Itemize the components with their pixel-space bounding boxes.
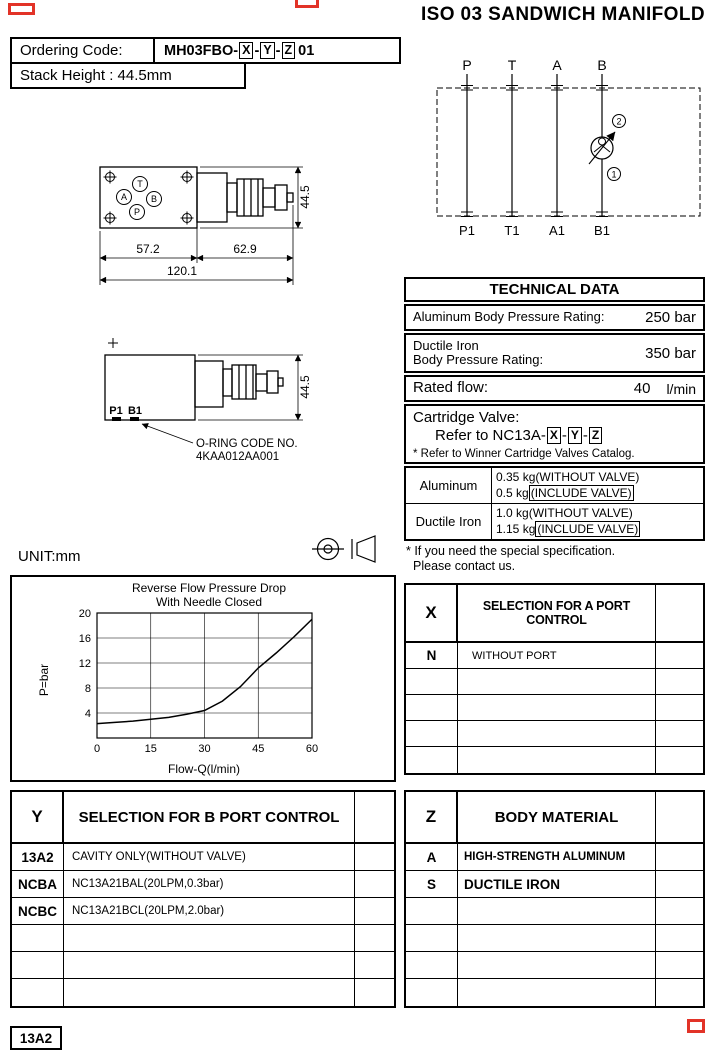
table-row — [406, 721, 703, 747]
chart-ylabel: P=bar — [37, 663, 51, 697]
weight-include-valve — [496, 521, 699, 537]
spare-column — [655, 669, 703, 694]
selection-a-table — [404, 583, 705, 775]
ductile-pressure-label-line2: Body Pressure Rating: — [413, 352, 544, 367]
selection-b-table — [10, 790, 396, 1008]
row-code: 13A2 — [12, 844, 64, 870]
spare-column — [655, 695, 703, 720]
next-page-bleed: 13A2 — [10, 1026, 62, 1050]
port-label-a: A — [552, 57, 562, 73]
selection-a-key: X — [406, 585, 458, 641]
table-row — [12, 925, 394, 952]
code-dash: - — [254, 42, 260, 59]
port-label-t: T — [507, 57, 517, 73]
row-desc — [458, 952, 655, 978]
table-row — [406, 925, 703, 952]
rated-flow-unit: l/min — [666, 380, 696, 397]
cartridge-valve-reference — [413, 427, 696, 444]
x-tick-label: 30 — [198, 743, 211, 755]
weight-value: 1.0 kg — [496, 506, 529, 520]
code-x: X — [239, 42, 253, 59]
top-view-port-letters — [121, 179, 157, 217]
row-desc: HIGH-STRENGTH ALUMINUM — [464, 851, 626, 863]
valve-port-1-marker: 1 — [611, 169, 617, 180]
spare-column — [655, 721, 703, 746]
spare-column — [655, 925, 703, 951]
row-code: NCBA — [12, 871, 64, 897]
x-tick-label: 15 — [144, 743, 157, 755]
selection-b-title: SELECTION FOR B PORT CONTROL — [78, 808, 340, 826]
row-desc: DUCTILE IRON — [464, 876, 560, 892]
y-tick-label: 12 — [78, 658, 91, 670]
manifold-boundary — [437, 88, 700, 216]
weight-note: (WITHOUT VALVE) — [535, 470, 640, 484]
row-code: A — [406, 844, 458, 870]
row-desc — [458, 747, 655, 773]
spare-column — [655, 898, 703, 924]
body-material-table — [404, 790, 705, 1008]
spare-column — [655, 643, 703, 668]
technical-data-title: TECHNICAL DATA — [404, 277, 705, 302]
front-port-p1: P1 — [109, 405, 123, 417]
chart-xlabel: Flow-Q(l/min) — [168, 762, 240, 776]
dim-44-5-top: 44.5 — [298, 185, 312, 209]
row-desc: NC13A21BAL(20LPM,0.3bar) — [72, 878, 224, 890]
special-spec-note — [404, 544, 705, 574]
table-row — [12, 979, 394, 1006]
port-circle-a: A — [120, 192, 128, 202]
top-view-dimension-lines — [100, 167, 303, 285]
table-row — [406, 695, 703, 721]
cartridge-dash: - — [582, 427, 588, 444]
weight-value: 0.35 kg — [496, 470, 536, 484]
row-desc: WITHOUT PORT — [472, 649, 557, 662]
row-code — [406, 952, 458, 978]
row-desc — [64, 952, 354, 978]
table-header — [406, 585, 703, 643]
row-code: N — [406, 643, 458, 668]
spare-column — [655, 871, 703, 897]
stack-height-label: Stack Height : 44.5mm — [20, 67, 172, 84]
row-desc — [64, 979, 354, 1006]
ductile-pressure-row — [404, 333, 705, 373]
body-material-title: BODY MATERIAL — [494, 808, 619, 826]
spare-column — [655, 952, 703, 978]
stack-height-box — [10, 62, 246, 89]
x-tick-label: 45 — [252, 743, 265, 755]
weight-note: (INCLUDE VALVE) — [530, 486, 632, 500]
aluminum-pressure-row — [404, 304, 705, 331]
oring-code-line1: O-RING CODE NO. — [196, 438, 298, 450]
port-label-b1: B1 — [594, 223, 610, 238]
row-code: S — [406, 871, 458, 897]
spare-column — [354, 844, 394, 870]
spare-column — [655, 792, 703, 842]
row-desc — [64, 925, 354, 951]
aluminum-pressure-label: Aluminum Body Pressure Rating: — [413, 309, 605, 325]
port-label-b: B — [597, 57, 607, 73]
rated-flow-label: Rated flow: — [413, 379, 489, 397]
code-prefix: MH03FBO- — [164, 42, 239, 59]
table-header — [406, 792, 703, 844]
rated-flow-row — [404, 375, 705, 402]
spare-column — [354, 925, 394, 951]
schematic-bottom-port-labels — [459, 223, 610, 238]
dim-57-2: 57.2 — [136, 242, 160, 256]
table-row — [406, 747, 703, 773]
page-title: ISO 03 SANDWICH MANIFOLD — [420, 4, 705, 25]
spare-column — [655, 747, 703, 773]
weight-note: (INCLUDE VALVE) — [537, 522, 639, 536]
ordering-code-value — [155, 39, 314, 62]
port-label-p1: P1 — [459, 223, 475, 238]
y-tick-label: 8 — [84, 683, 91, 695]
cartridge-dash: - — [561, 427, 567, 444]
chart-title: Reverse Flow Pressure Drop — [131, 581, 287, 595]
row-code — [406, 898, 458, 924]
port-label-p: P — [462, 57, 472, 73]
row-code — [406, 669, 458, 694]
needle-valve-symbol — [589, 115, 626, 181]
print-registration-mark — [8, 3, 35, 15]
selection-b-key: Y — [12, 792, 64, 842]
spare-column — [354, 871, 394, 897]
cartridge-valve-row — [404, 404, 705, 464]
y-tick-label: 20 — [78, 608, 91, 620]
weight-material: Ductile Iron — [406, 504, 492, 539]
cartridge-y: Y — [568, 427, 582, 444]
row-code — [12, 925, 64, 951]
row-desc — [458, 695, 655, 720]
table-header — [12, 792, 394, 844]
weight-table — [404, 466, 705, 541]
cartridge-catalog-note: * Refer to Winner Cartridge Valves Catalog. — [413, 448, 635, 460]
table-row — [12, 871, 394, 898]
row-code — [406, 721, 458, 746]
top-view-bolt-holes — [104, 171, 194, 225]
row-code — [406, 695, 458, 720]
technical-data-section — [404, 277, 705, 574]
print-registration-mark — [295, 0, 319, 8]
row-desc — [458, 979, 655, 1006]
code-y: Y — [260, 42, 274, 59]
row-code — [406, 747, 458, 773]
ordering-code-label: Ordering Code: — [12, 39, 155, 62]
chart-subtitle: With Needle Closed — [155, 595, 263, 609]
ductile-pressure-label — [413, 339, 645, 368]
dim-44-5-front: 44.5 — [298, 375, 312, 399]
table-row — [406, 643, 703, 669]
cartridge-x: X — [547, 427, 561, 444]
top-view-dimension-text — [133, 185, 312, 278]
row-code — [12, 952, 64, 978]
pressure-drop-chart — [12, 577, 394, 780]
x-tick-label: 60 — [305, 743, 319, 755]
port-label-a1: A1 — [549, 223, 565, 238]
port-circle-b: B — [150, 194, 158, 204]
table-row — [406, 979, 703, 1006]
weight-without-valve — [496, 505, 699, 521]
port-circle-t: T — [137, 179, 143, 189]
row-desc — [458, 925, 655, 951]
weight-note: (WITHOUT VALVE) — [528, 506, 633, 520]
weight-value: 0.5 kg — [496, 486, 529, 500]
dim-62-9: 62.9 — [233, 242, 257, 256]
code-dash: - — [275, 42, 281, 59]
ductile-pressure-value: 350 bar — [645, 344, 696, 362]
rated-flow-value: 40 — [633, 380, 651, 397]
port-interface-ticks — [461, 86, 608, 217]
code-suffix: 01 — [298, 42, 315, 59]
print-registration-mark — [687, 1019, 705, 1033]
table-row — [406, 844, 703, 871]
table-row — [406, 504, 703, 539]
table-row — [12, 898, 394, 925]
spare-column — [354, 952, 394, 978]
hydraulic-schematic — [405, 52, 705, 252]
ductile-pressure-label-line1: Ductile Iron — [413, 337, 479, 353]
weight-values — [492, 504, 703, 539]
code-z: Z — [282, 42, 296, 59]
spare-column — [655, 585, 703, 641]
weight-include-valve — [496, 485, 699, 501]
weight-value: 1.15 kg — [496, 522, 536, 536]
special-spec-note-line2: Please contact us. — [413, 559, 516, 573]
row-desc — [458, 721, 655, 746]
unit-label: UNIT:mm — [18, 548, 81, 565]
table-row — [406, 468, 703, 504]
oring-code-line2: 4KAA012AA001 — [196, 451, 280, 463]
front-view-port-labels — [109, 405, 142, 417]
projection-symbols — [312, 536, 375, 562]
port-circle-p: P — [133, 207, 141, 217]
x-tick-label: 0 — [93, 743, 101, 755]
row-desc — [458, 669, 655, 694]
dimension-drawings — [10, 155, 400, 575]
row-code: NCBC — [12, 898, 64, 924]
valve-port-2-marker: 2 — [616, 116, 622, 127]
aluminum-pressure-value: 250 bar — [645, 309, 696, 326]
spare-column — [655, 979, 703, 1006]
front-port-b1: B1 — [127, 405, 143, 417]
row-desc — [458, 898, 655, 924]
row-code — [12, 979, 64, 1006]
front-view-dimension-text — [196, 375, 312, 463]
top-view-body — [100, 167, 293, 228]
row-code — [406, 925, 458, 951]
cartridge-valve-label: Cartridge Valve: — [413, 409, 520, 426]
schematic-top-port-labels — [462, 57, 606, 73]
spare-column — [354, 792, 394, 842]
dim-120-1: 120.1 — [166, 264, 198, 278]
table-row — [406, 669, 703, 695]
weight-material: Aluminum — [406, 468, 492, 503]
weight-without-valve — [496, 469, 699, 485]
table-row — [406, 898, 703, 925]
special-spec-note-line1: * If you need the special specification. — [406, 544, 616, 558]
spare-column — [354, 979, 394, 1006]
cartridge-refer-prefix: Refer to NC13A- — [435, 427, 546, 444]
table-row — [406, 871, 703, 898]
row-desc: NC13A21BCL(20LPM,2.0bar) — [72, 905, 225, 917]
schematic-flow-lines — [467, 74, 602, 216]
spare-column — [655, 844, 703, 870]
spare-column — [354, 898, 394, 924]
flow-chart-panel — [10, 575, 396, 782]
port-label-t1: T1 — [504, 223, 520, 238]
cartridge-z: Z — [589, 427, 602, 444]
selection-a-title: SELECTION FOR A PORT CONTROL — [482, 599, 631, 627]
table-row — [12, 844, 394, 871]
row-desc: CAVITY ONLY(WITHOUT VALVE) — [72, 851, 246, 863]
y-tick-label: 16 — [78, 633, 91, 645]
weight-values — [492, 468, 703, 503]
row-code — [406, 979, 458, 1006]
table-row — [406, 952, 703, 979]
ordering-code-box — [10, 37, 401, 64]
y-tick-label: 4 — [84, 708, 91, 720]
table-row — [12, 952, 394, 979]
body-material-key: Z — [406, 792, 458, 842]
